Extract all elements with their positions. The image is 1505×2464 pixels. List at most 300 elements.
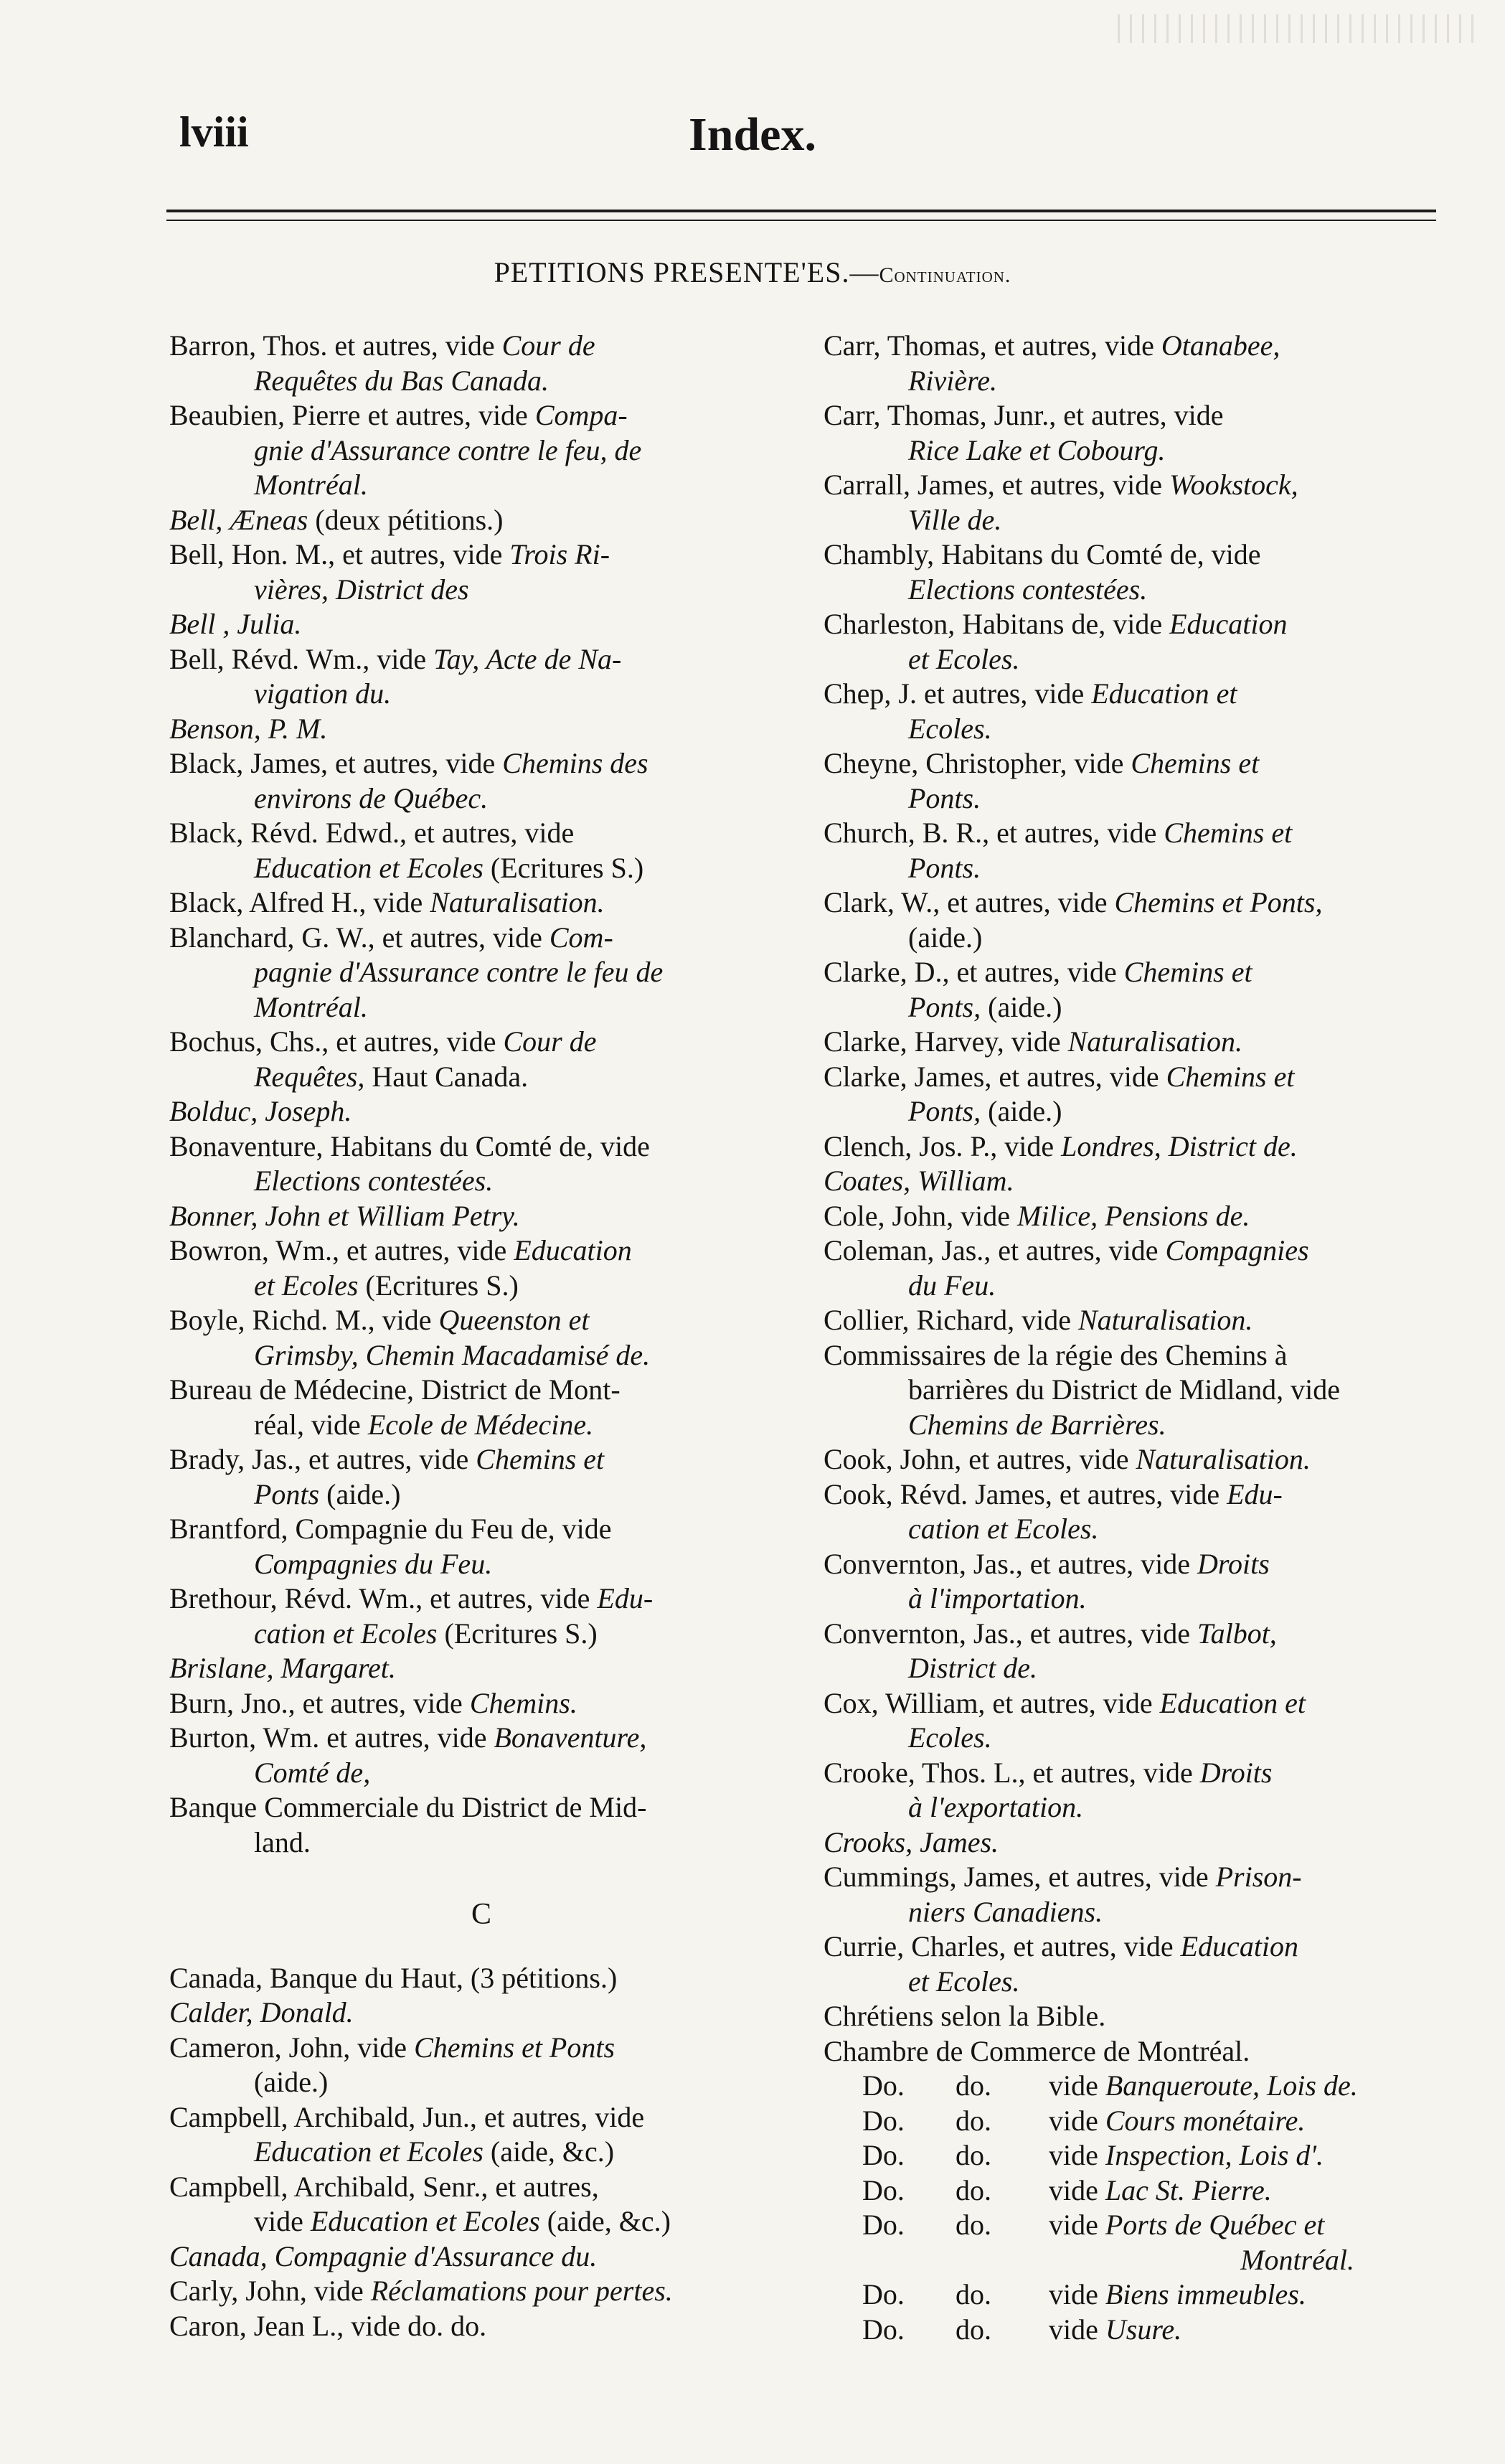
entry-line (169, 1790, 793, 1825)
entry-text: Clarke, James, et autres, vide (824, 1060, 1166, 1093)
entry-reference: Ponts, (908, 1095, 981, 1127)
entry-continuation (824, 990, 1440, 1025)
entry-continuation (824, 433, 1440, 469)
entry-reference: Banqueroute, Lois de. (1105, 2069, 1358, 2102)
index-entry (169, 2170, 793, 2239)
entry-text: Clarke, Harvey, vide (824, 1025, 1068, 1058)
entry-text: Chambre de Commerce de Montréal. (824, 2034, 1250, 2067)
entry-reference: Education et (1091, 677, 1237, 710)
entry-continuation (169, 468, 793, 503)
index-entry (824, 537, 1440, 607)
index-entry (824, 1129, 1440, 1165)
entry-line (824, 537, 1440, 573)
index-entry (169, 1581, 793, 1651)
ditto-mark: do. (956, 2139, 991, 2171)
ditto-row (824, 2104, 1440, 2139)
letter-heading: C (471, 1898, 491, 1931)
entry-reference: Droits (1199, 1756, 1273, 1789)
entry-text: Convernton, Jas., et autres, vide (824, 1617, 1197, 1650)
entry-continuation (169, 433, 793, 469)
entry-text: (aide.) (981, 990, 1062, 1023)
index-entry (169, 1686, 793, 1721)
entry-reference: Education et Ecoles (310, 2205, 540, 2237)
entry-text: Beaubien, Pierre et autres, vide (169, 399, 535, 431)
entry-reference: et Ecoles. (908, 1965, 1020, 1998)
entry-line (169, 1025, 793, 1060)
entry-text: Banque Commerciale du District de Mid- (169, 1791, 647, 1823)
entry-text: Caron, Jean L., vide do. do. (169, 2309, 487, 2342)
entry-line (824, 1164, 1440, 1199)
index-entry (169, 1303, 793, 1373)
entry-text: Bowron, Wm., et autres, vide (169, 1234, 514, 1266)
entry-reference: Chemins de Barrières. (908, 1408, 1166, 1441)
entry-reference: Cours monétaire. (1105, 2104, 1306, 2137)
entry-text: Barron, Thos. et autres, vide (169, 329, 502, 362)
index-entry (169, 1025, 793, 1094)
entry-text: Cheyne, Christopher, vide (824, 747, 1131, 779)
entry-line (169, 885, 793, 921)
entry-text: Bell, Révd. Wm., vide (169, 642, 434, 675)
entry-reference: Education (514, 1234, 632, 1266)
entry-text: (Ecritures S.) (437, 1617, 598, 1650)
entry-line (824, 398, 1440, 433)
entry-continuation (169, 1164, 793, 1199)
entry-reference: Réclamations pour pertes. (370, 2275, 673, 2307)
entry-line (824, 1025, 1440, 1060)
entry-continuation (824, 1581, 1440, 1617)
entry-continuation (824, 1965, 1440, 2000)
index-entry (169, 607, 793, 642)
entry-text: Coleman, Jas., et autres, vide (824, 1234, 1166, 1266)
entry-reference: Requêtes, (254, 1060, 365, 1093)
entry-line (169, 607, 793, 642)
ditto-mark: Do. (862, 2104, 905, 2137)
entry-text: (aide.) (319, 1477, 401, 1510)
entry-line (824, 955, 1440, 990)
ditto-continuation: Montréal. (1240, 2243, 1354, 2276)
ditto-mark: do. (956, 2313, 991, 2346)
entry-continuation (169, 2065, 793, 2100)
entry-reference: pagnie d'Assurance contre le feu de (254, 956, 664, 988)
entry-reference: Education et (1159, 1686, 1306, 1719)
entry-reference: Elections contestées. (254, 1165, 494, 1197)
entry-line (169, 1303, 793, 1338)
entry-continuation (169, 1756, 793, 1791)
entry-continuation (824, 1651, 1440, 1686)
entry-line (169, 2031, 793, 2066)
index-entry (824, 1199, 1440, 1234)
entry-continuation (824, 364, 1440, 399)
entry-line (824, 1825, 1440, 1861)
entry-line (169, 1512, 793, 1547)
index-entry (169, 398, 793, 503)
entry-text: Burton, Wm. et autres, vide (169, 1721, 494, 1754)
entry-line (169, 1651, 793, 1686)
section-heading: PETITIONS PRESENTE'ES.—Continuation. (494, 256, 1011, 288)
ditto-reference (1049, 2104, 1440, 2139)
entry-reference: Biens immeubles. (1105, 2278, 1306, 2310)
entry-line (169, 537, 793, 573)
entry-continuation (169, 2135, 793, 2170)
ditto-mark: do. (956, 2069, 991, 2102)
entry-line (169, 921, 793, 956)
entry-reference: Lac St. Pierre. (1105, 2173, 1272, 2206)
right-entries (824, 329, 1440, 2069)
entry-reference: du Feu. (908, 1269, 996, 1302)
entry-reference: Ville de. (908, 503, 1002, 536)
entry-text: Church, B. R., et autres, vide (824, 817, 1164, 849)
entry-reference: Naturalisation. (1136, 1443, 1311, 1475)
entry-text: Brady, Jas., et autres, vide (169, 1443, 476, 1475)
entry-line (824, 1303, 1440, 1338)
entry-text: vide (1049, 2069, 1105, 2102)
entry-text: Cole, John, vide (824, 1199, 1017, 1232)
entry-text: réal, vide (254, 1408, 368, 1441)
entry-continuation (169, 990, 793, 1025)
entry-text: (Ecritures S.) (483, 851, 644, 884)
index-entry (824, 746, 1440, 816)
entry-reference: Chemins et Ponts (414, 2031, 615, 2064)
entry-reference: Inspection, Lois d'. (1105, 2139, 1324, 2171)
entry-line (169, 329, 793, 364)
entry-reference: Chemins. (469, 1686, 577, 1719)
entry-line (169, 2274, 793, 2309)
entry-text: Crooke, Thos. L., et autres, vide (824, 1756, 1200, 1789)
ditto-reference (1049, 2138, 1440, 2173)
entry-line (169, 1721, 793, 1756)
ditto-reference (1049, 2313, 1440, 2348)
index-entry (169, 1651, 793, 1686)
entry-reference: Londres, District de. (1061, 1129, 1298, 1162)
entry-continuation (824, 1094, 1440, 1129)
entry-text: (deux pétitions.) (308, 503, 504, 536)
entry-continuation (169, 955, 793, 990)
page-title: Index. (689, 108, 816, 161)
entry-reference: Naturalisation. (1067, 1025, 1242, 1058)
left-entries-c (169, 1961, 793, 2344)
entry-text: Brethour, Révd. Wm., et autres, vide (169, 1582, 598, 1614)
entry-reference: niers Canadiens. (908, 1895, 1103, 1928)
entry-reference: Ecoles. (908, 1721, 992, 1754)
entry-text: Cox, William, et autres, vide (824, 1686, 1160, 1719)
index-entry (824, 1477, 1440, 1547)
entry-reference: Crooks, James. (824, 1825, 999, 1858)
index-entry (824, 607, 1440, 677)
right-column (824, 329, 1440, 2347)
print-noise (1118, 14, 1476, 43)
entry-line (824, 1442, 1440, 1477)
ditto-row (824, 2138, 1440, 2173)
entry-text: Currie, Charles, et autres, vide (824, 1930, 1181, 1962)
entry-line (824, 468, 1440, 503)
entry-reference: Talbot, (1197, 1617, 1277, 1650)
entry-reference: Montréal. (254, 990, 368, 1023)
entry-text: Campbell, Archibald, Senr., et autres, (169, 2170, 599, 2203)
index-entry (169, 712, 793, 747)
entry-continuation (824, 503, 1440, 538)
index-entry (824, 1303, 1440, 1338)
ditto-mark: Do. (862, 2069, 905, 2102)
left-column (169, 329, 793, 2343)
index-entry (824, 1442, 1440, 1477)
entry-continuation (824, 781, 1440, 817)
entry-line (169, 2309, 793, 2344)
entry-line (169, 1373, 793, 1408)
entry-text: Carr, Thomas, et autres, vide (824, 329, 1161, 362)
entry-text: vide (254, 2205, 311, 2237)
entry-reference: Chemins et (1131, 747, 1260, 779)
entry-continuation (169, 1269, 793, 1304)
entry-reference: Rivière. (908, 364, 998, 397)
entry-continuation (169, 1547, 793, 1582)
entry-continuation (824, 1408, 1440, 1443)
entry-line (169, 712, 793, 747)
index-entry (169, 1199, 793, 1234)
entry-reference: Edu- (1227, 1477, 1283, 1510)
entry-line (169, 816, 793, 851)
entry-reference: et Ecoles. (908, 642, 1020, 675)
ditto-mark: do. (956, 2173, 991, 2206)
index-entry (169, 503, 793, 538)
ditto-reference (1049, 2208, 1440, 2243)
entry-reference: cation et Ecoles (254, 1617, 438, 1650)
entry-continuation (824, 851, 1440, 886)
entry-reference: Coates, William. (824, 1165, 1014, 1197)
entry-text: vide (1049, 2313, 1105, 2346)
entry-text: (aide.) (254, 2066, 329, 2098)
entry-reference: Tay, Acte de Na- (433, 642, 622, 675)
entry-text: vide (1049, 2173, 1105, 2206)
index-entry (169, 2274, 793, 2309)
entry-continuation (824, 1373, 1440, 1408)
entry-reference: Chemins et (1166, 1060, 1295, 1093)
entry-continuation (169, 2204, 793, 2239)
index-entry (169, 2239, 793, 2275)
ditto-row (824, 2208, 1440, 2243)
index-entry (824, 1164, 1440, 1199)
entry-line (824, 746, 1440, 781)
entry-text: Cook, John, et autres, vide (824, 1443, 1136, 1475)
entry-reference: environs de Québec. (254, 781, 489, 814)
entry-reference: Ecoles. (908, 712, 992, 745)
entry-reference: et Ecoles (254, 1269, 359, 1302)
entry-text: Chrétiens selon la Bible. (824, 2000, 1106, 2032)
entry-line (824, 607, 1440, 642)
entry-text: Campbell, Archibald, Jun., et autres, vide (169, 2100, 645, 2133)
entry-text: Clark, W., et autres, vide (824, 886, 1115, 918)
ditto-reference (1049, 2277, 1440, 2313)
entry-line (169, 1233, 793, 1269)
entry-line (824, 1129, 1440, 1165)
entry-reference: vigation du. (254, 677, 392, 710)
entry-reference: à l'importation. (908, 1582, 1087, 1614)
entry-continuation (824, 1895, 1440, 1930)
entry-reference: Bonaventure, (494, 1721, 647, 1754)
entry-line (824, 1929, 1440, 1965)
ditto-mark: Do. (862, 2278, 905, 2310)
entry-reference: Montréal. (254, 469, 368, 501)
index-entry (169, 746, 793, 816)
index-entry (169, 816, 793, 885)
entry-reference: Otanabee, (1161, 329, 1280, 362)
entry-reference: Droits (1197, 1547, 1270, 1580)
entry-reference: Prison- (1215, 1861, 1302, 1893)
entry-reference: cation et Ecoles. (908, 1513, 1099, 1545)
ditto-mark: do. (956, 2278, 991, 2310)
entry-reference: Bell, Æneas (169, 503, 308, 536)
entry-line (824, 1233, 1440, 1269)
entry-continuation (824, 1269, 1440, 1304)
entry-reference: Naturalisation. (430, 886, 605, 918)
entry-reference: à l'exportation. (908, 1791, 1084, 1823)
index-entry (824, 816, 1440, 885)
entry-reference: gnie d'Assurance contre le feu, de (254, 433, 642, 466)
entry-reference: Cour de (503, 1025, 597, 1058)
entry-continuation (169, 364, 793, 399)
ditto-rows (824, 2069, 1440, 2347)
entry-continuation (824, 1721, 1440, 1756)
entry-text: Convernton, Jas., et autres, vide (824, 1547, 1197, 1580)
entry-line (824, 329, 1440, 364)
entry-line (169, 1961, 793, 1996)
ditto-mark: Do. (862, 2313, 905, 2346)
entry-line (169, 746, 793, 781)
index-entry (824, 1617, 1440, 1686)
index-entry (824, 1233, 1440, 1303)
index-entry (824, 1686, 1440, 1756)
entry-reference: Compagnies (1165, 1234, 1309, 1266)
entry-line (169, 1581, 793, 1617)
entry-line (169, 1442, 793, 1477)
entry-line (824, 1756, 1440, 1791)
ditto-row (824, 2069, 1440, 2104)
entry-continuation (169, 1825, 793, 1861)
entry-text: Chep, J. et autres, vide (824, 677, 1092, 710)
entry-continuation (169, 1617, 793, 1652)
header-rule-thin (166, 220, 1436, 221)
ditto-row (824, 2313, 1440, 2348)
entry-line (169, 2100, 793, 2135)
entry-reference: Edu- (597, 1582, 654, 1614)
entry-text: Clarke, D., et autres, vide (824, 956, 1124, 988)
entry-text: (Ecritures S.) (358, 1269, 519, 1302)
index-entry (824, 1060, 1440, 1129)
entry-line (824, 1686, 1440, 1721)
entry-reference: Ports de Québec et (1105, 2209, 1325, 2241)
entry-reference: Compa- (534, 399, 628, 431)
entry-text: Carrall, James, et autres, vide (824, 469, 1170, 501)
entry-text: Bureau de Médecine, District de Mont- (169, 1373, 621, 1406)
entry-reference: Education et Ecoles (254, 2135, 483, 2168)
page-number: lviii (179, 108, 249, 156)
index-entry (824, 1756, 1440, 1825)
entry-text: Collier, Richard, vide (824, 1304, 1078, 1336)
ditto-row (824, 2277, 1440, 2313)
index-entry (169, 1721, 793, 1790)
index-entry (169, 329, 793, 398)
ditto-mark: do. (956, 2209, 991, 2241)
entry-line (824, 1547, 1440, 1582)
ditto-mark: Do. (862, 2139, 905, 2171)
entry-reference: Ponts. (908, 851, 981, 884)
entry-line (169, 2239, 793, 2275)
entry-reference: Chemins et (476, 1443, 605, 1475)
entry-line (169, 503, 793, 538)
index-entry (824, 398, 1440, 468)
index-entry (169, 2309, 793, 2344)
index-entry (169, 1129, 793, 1199)
ditto-mark: do. (956, 2104, 991, 2137)
entry-reference: District de. (908, 1652, 1037, 1684)
entry-continuation (169, 1060, 793, 1095)
entry-text: Haut Canada. (364, 1060, 529, 1093)
entry-text: Blanchard, G. W., et autres, vide (169, 921, 549, 954)
index-entry (824, 1860, 1440, 1929)
entry-text: Bonaventure, Habitans du Comté de, vide (169, 1129, 650, 1162)
entry-line (169, 642, 793, 677)
entry-reference: Chemins et (1164, 817, 1293, 849)
entry-text: Clench, Jos. P., vide (824, 1129, 1062, 1162)
entry-reference: Education (1180, 1930, 1299, 1962)
index-entry (169, 1995, 793, 2031)
entry-reference: Comté de, (254, 1756, 371, 1789)
entry-text: Burn, Jno., et autres, vide (169, 1686, 470, 1719)
entry-text: land. (254, 1825, 311, 1858)
entry-text: vide (1049, 2278, 1105, 2310)
index-entry (169, 1233, 793, 1303)
entry-line (169, 1129, 793, 1165)
entry-reference: Ecole de Médecine. (367, 1408, 594, 1441)
index-entry (824, 885, 1440, 955)
entry-reference: Bonner, John et William Petry. (169, 1199, 520, 1232)
entry-text: vide (1049, 2209, 1105, 2241)
entry-continuation (824, 1512, 1440, 1547)
index-entry (169, 2100, 793, 2170)
entry-reference: Ponts, (908, 990, 981, 1023)
index-entry (824, 677, 1440, 746)
entry-line (169, 398, 793, 433)
entry-text: Cummings, James, et autres, vide (824, 1861, 1216, 1893)
index-entry (169, 1442, 793, 1512)
entry-reference: Bolduc, Joseph. (169, 1095, 352, 1127)
entry-line (824, 1477, 1440, 1513)
header-rule (166, 210, 1436, 212)
entry-line (169, 1199, 793, 1234)
entry-text: Black, Révd. Edwd., et autres, vide (169, 817, 575, 849)
index-entry (824, 955, 1440, 1025)
entry-continuation (169, 1477, 793, 1513)
entry-line (169, 2170, 793, 2205)
index-entry (169, 1790, 793, 1860)
entry-reference: Requêtes du Bas Canada. (254, 364, 549, 397)
index-entry (169, 642, 793, 712)
entry-text: Chambly, Habitans du Comté de, vide (824, 538, 1261, 570)
entry-reference: Chemins et Ponts, (1114, 886, 1323, 918)
ditto-row (824, 2173, 1440, 2209)
entry-text: Bochus, Chs., et autres, vide (169, 1025, 504, 1058)
entry-text: (aide.) (908, 921, 983, 954)
index-entry (824, 1025, 1440, 1060)
entry-reference: Trois Ri- (509, 538, 610, 570)
index-entry (169, 1373, 793, 1442)
entry-line (824, 885, 1440, 921)
entry-text: vide (1049, 2139, 1105, 2171)
entry-reference: Naturalisation. (1077, 1304, 1253, 1336)
entry-reference: Queenston et (438, 1304, 590, 1336)
entry-reference: Ponts (254, 1477, 320, 1510)
entry-reference: Brislane, Margaret. (169, 1652, 396, 1684)
index-entry (169, 921, 793, 1025)
